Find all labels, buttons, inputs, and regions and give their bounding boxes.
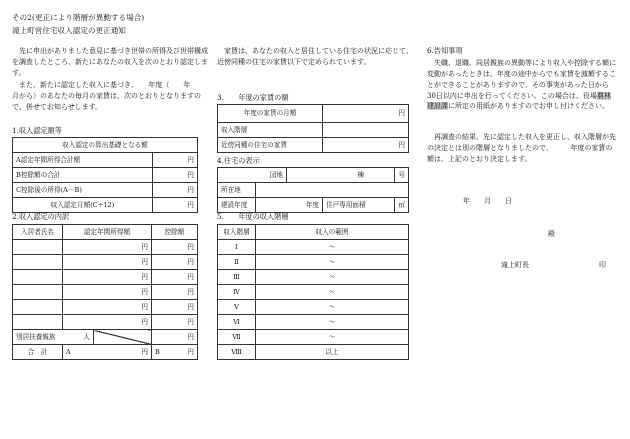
dependents-row: 別居扶養親族 人 円 [13,330,198,345]
section-1-title: 1.収入認定額等 [12,126,62,135]
diagonal-cell [94,330,152,345]
section-3-title: 3. 年度の家賃の額 [217,93,289,102]
table-row: Ⅱ ～ [218,255,409,270]
table-row: Ⅵ ～ [218,315,409,330]
section-5-title: 5. 年度の収入階層 [217,212,289,221]
table-row: A認定年間所得合計額 円 [13,153,198,168]
reinvestigation-paragraph: 再調査の結果、先に認定した収入を更正し、収入階層が先の決定とは別の階層となりましたので、 年度の家賃の額は、上記のとおり決定します。 [427,133,616,163]
notice-paragraph: 失職、退職、同居親族の異動等により収入や控除する額に変動があったときは、年度の途中からでも家賃を減額することができることがありますので、その事実があった日から30日以内に申出を行ってください。この場合は、役場農林建設課に所定の用紙がありますのでお申し付けください。 [427,59,616,111]
mayor-title: 滝上町長 [501,261,529,269]
table-row: Ⅷ 以上 [218,345,409,360]
table-row: 円 円 [13,315,198,330]
department-name-highlight: 農林建設課 [427,91,611,111]
section-2-title: 2.収入認定の内訳 [12,212,70,221]
seal-mark: 印 [599,261,606,269]
income-breakdown-table: 入居者氏名 認定年間所得額 控除額 円 円 円 円 円 円 円 円 円 円 円 円 別居扶養親族 人 円 合 計 A 円 B 円 [12,224,198,360]
table-row: Ⅶ ～ [218,330,409,345]
table-row: 収入認定月額(C÷12) 円 [13,198,198,213]
section-4-title: 4.住宅の表示 [217,156,260,165]
table-row: 年度の家賃の月額 円 [218,105,409,123]
section-6-title: 6.告知事項 [427,46,463,55]
housing-display-table [217,167,409,213]
table-row: C控除後の所得(A－B) 円 [13,183,198,198]
table-row: 円 円 [13,285,198,300]
intro-paragraph: 先に申出がありました意見に基づき世帯の所得及び世帯構成を調査したところ、新たにあなたの収入を次のとおり認定します。 [12,47,208,77]
table-row: B控除額の合計 円 [13,168,198,183]
table-row: Ⅳ ～ [218,285,409,300]
table-row: Ⅲ ～ [218,270,409,285]
table-row: 円 円 [13,270,198,285]
rent-notice-paragraph: また、新たに認定した収入に基づき、 年度（ 年 月から）のあなたの毎月の家賃は、次のとおりとなりますので、併せてお知らせします。 [12,81,205,111]
table-row: 収入階層 [218,123,409,138]
rent-amount-table [217,104,409,153]
table-row: 建設年度 年度 住戸専用面積 ㎡ [218,198,409,213]
header-case-line: その2(更正により階層が異動する場合) [12,13,145,22]
addressee-honorific: 殿 [548,230,555,238]
income-basis-header: 収入認定の算出基礎となる額 [13,138,198,153]
document-title: 滝上町営住宅収入認定の更正通知 [12,26,126,35]
table-row: 所在地 [218,183,409,198]
table-row: 円 円 [13,240,198,255]
rent-explanation-paragraph: 家賃は、あなたの収入と居住している住宅の状況に応じて、近傍同種の住宅の家賃以下で定められています。 [217,47,413,66]
total-row: 合 計 A 円 B 円 [13,345,198,360]
table-row: 近傍同種の住宅の家賃 円 [218,138,409,153]
table-row: Ⅰ ～ [218,240,409,255]
table-row: 団地 棟 号 [218,168,409,183]
income-level-table: 収入階層 収入の範囲 Ⅰ ～ Ⅱ ～ Ⅲ ～ Ⅳ ～ Ⅴ ～ Ⅵ ～ Ⅶ ～ Ⅷ 以上 [217,224,409,360]
table-row: 円 円 [13,255,198,270]
income-basis-table [12,137,198,213]
table-row: Ⅴ ～ [218,300,409,315]
table-row: 円 円 [13,300,198,315]
issue-date: 年 月 日 [463,197,512,205]
